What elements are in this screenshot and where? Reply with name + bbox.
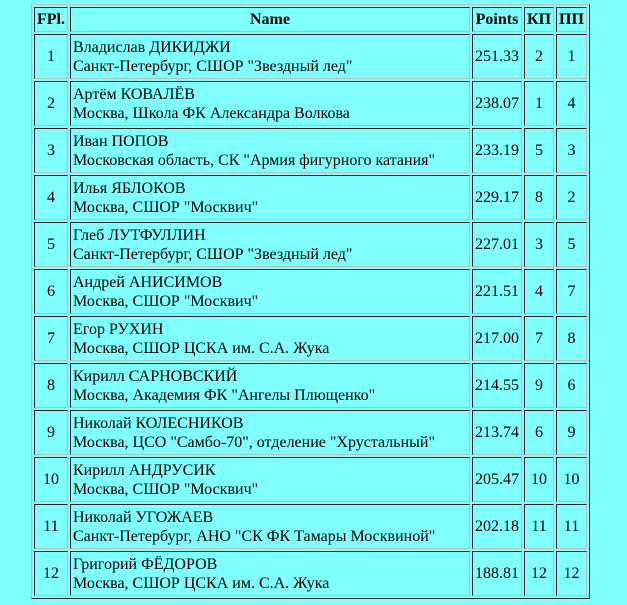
table-row [34,410,587,455]
skater-club: Санкт-Петербург, СШОР "Звездный лед" [73,245,353,263]
place-cell: 7 [34,316,68,361]
short-program-place-cell: 8 [524,175,554,220]
skater-cell [70,128,470,173]
place-cell: 5 [34,222,68,267]
place-cell: 3 [34,128,68,173]
place-cell: 6 [34,269,68,314]
short-program-place-cell: 10 [524,457,554,502]
header-row [34,7,587,32]
skater-cell [70,551,470,596]
free-program-place-cell: 11 [556,504,587,549]
table-row [34,363,587,408]
free-program-place-cell: 1 [556,34,587,79]
place-cell: 10 [34,457,68,502]
free-program-place-cell: 7 [556,269,587,314]
short-program-place-cell: 3 [524,222,554,267]
free-program-place-cell: 9 [556,410,587,455]
skater-club: Москва, Академия ФК "Ангелы Плющенко" [73,386,376,404]
place-cell: 8 [34,363,68,408]
free-program-place-cell: 3 [556,128,587,173]
skater-name: Андрей АНИСИМОВ [73,273,223,291]
skater-cell [70,316,470,361]
skater-club: Москва, СШОР ЦСКА им. С.А. Жука [73,339,330,357]
skater-cell [70,504,470,549]
skater-club: Москва, СШОР "Москвич" [73,198,259,216]
place-cell: 1 [34,34,68,79]
header-short-program: КП [524,7,554,32]
short-program-place-cell: 11 [524,504,554,549]
short-program-place-cell: 9 [524,363,554,408]
skater-name: Егор РУХИН [73,320,164,338]
place-cell: 11 [34,504,68,549]
results-table [31,4,590,599]
skater-cell [70,363,470,408]
skater-club: Москва, СШОР ЦСКА им. С.А. Жука [73,574,330,592]
short-program-place-cell: 2 [524,34,554,79]
free-program-place-cell: 5 [556,222,587,267]
skater-club: Москва, Школа ФК Александра Волкова [73,104,350,122]
skater-name: Николай КОЛЕСНИКОВ [73,414,244,432]
points-cell: 202.18 [472,504,522,549]
free-program-place-cell: 6 [556,363,587,408]
skater-cell [70,34,470,79]
skater-club: Московская область, СК "Армия фигурного катания" [73,151,436,169]
skater-name: Николай УГОЖАЕВ [73,508,214,526]
place-cell: 9 [34,410,68,455]
short-program-place-cell: 12 [524,551,554,596]
skater-cell [70,269,470,314]
table-row [34,504,587,549]
short-program-place-cell: 6 [524,410,554,455]
skater-name: Григорий ФЁДОРОВ [73,555,218,573]
table-row [34,551,587,596]
points-cell: 238.07 [472,81,522,126]
skater-name: Кирилл АНДРУСИК [73,461,216,479]
points-cell: 217.00 [472,316,522,361]
skater-cell [70,81,470,126]
skater-club: Москва, СШОР "Москвич" [73,292,259,310]
skater-name: Кирилл САРНОВСКИЙ [73,367,238,385]
skater-club: Москва, СШОР "Москвич" [73,480,259,498]
table-row [34,34,587,79]
free-program-place-cell: 4 [556,81,587,126]
skater-club: Санкт-Петербург, АНО "СК ФК Тамары Москвиной" [73,527,436,545]
points-cell: 227.01 [472,222,522,267]
table-row [34,175,587,220]
table-row [34,222,587,267]
header-place: FPl. [34,7,68,32]
table-row [34,269,587,314]
free-program-place-cell: 12 [556,551,587,596]
points-cell: 229.17 [472,175,522,220]
skater-name: Артём КОВАЛЁВ [73,85,195,103]
free-program-place-cell: 10 [556,457,587,502]
header-name: Name [70,7,470,32]
points-cell: 221.51 [472,269,522,314]
points-cell: 188.81 [472,551,522,596]
table-row [34,316,587,361]
table-row [34,457,587,502]
points-cell: 214.55 [472,363,522,408]
free-program-place-cell: 8 [556,316,587,361]
place-cell: 4 [34,175,68,220]
skater-name: Илья ЯБЛОКОВ [73,179,186,197]
points-cell: 213.74 [472,410,522,455]
skater-cell [70,410,470,455]
short-program-place-cell: 1 [524,81,554,126]
place-cell: 2 [34,81,68,126]
short-program-place-cell: 4 [524,269,554,314]
points-cell: 251.33 [472,34,522,79]
free-program-place-cell: 2 [556,175,587,220]
skater-club: Санкт-Петербург, СШОР "Звездный лед" [73,57,353,75]
skater-cell [70,457,470,502]
skater-cell [70,222,470,267]
short-program-place-cell: 5 [524,128,554,173]
points-cell: 233.19 [472,128,522,173]
skater-name: Владислав ДИКИДЖИ [73,38,231,56]
place-cell: 12 [34,551,68,596]
table-row [34,81,587,126]
header-free-program: ПП [556,7,587,32]
table-row [34,128,587,173]
header-points: Points [472,7,522,32]
skater-name: Иван ПОПОВ [73,132,169,150]
points-cell: 205.47 [472,457,522,502]
skater-club: Москва, ЦСО "Самбо-70", отделение "Хрустальный" [73,433,435,451]
skater-name: Глеб ЛУТФУЛЛИН [73,226,206,244]
short-program-place-cell: 7 [524,316,554,361]
skater-cell [70,175,470,220]
